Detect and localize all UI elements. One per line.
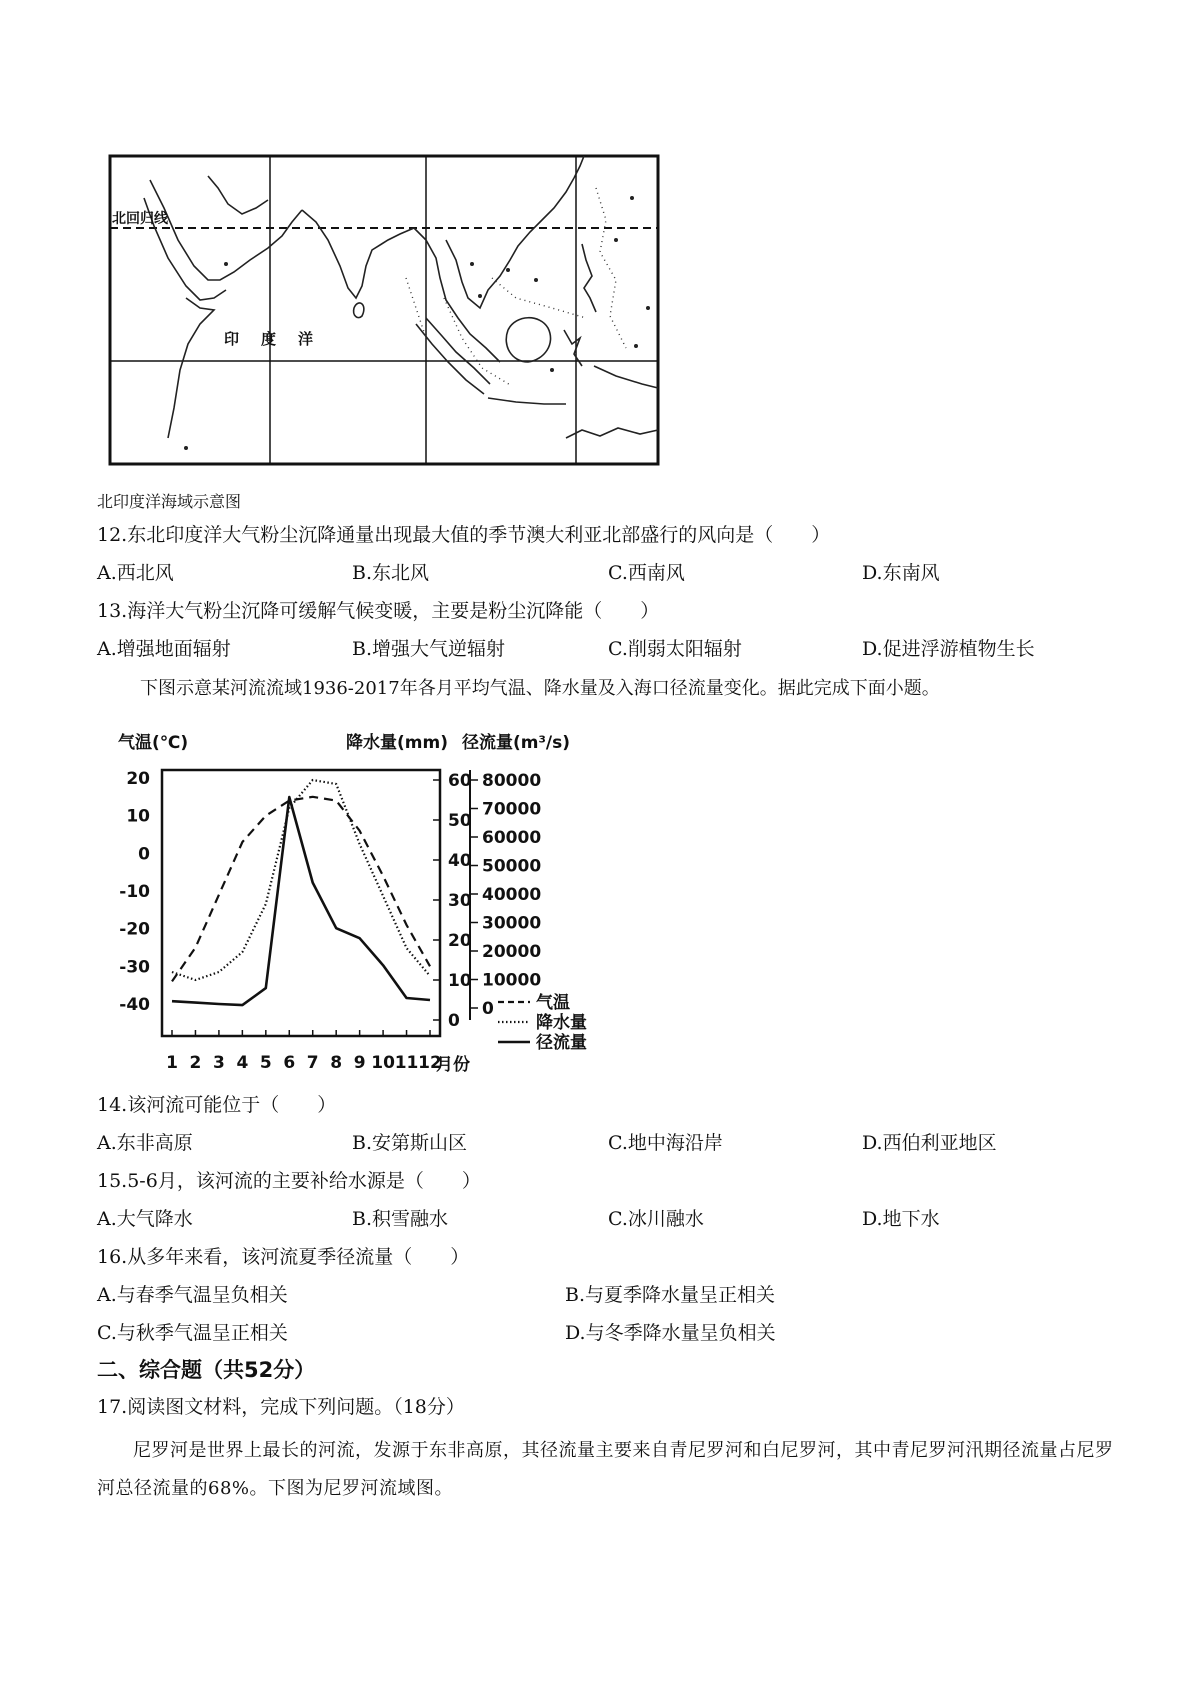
- q14-option-c[interactable]: C.地中海沿岸: [608, 1132, 723, 1154]
- temperature-tick-label: 20: [126, 769, 150, 789]
- section-2-heading: 二、综合题（共52分）: [97, 1358, 316, 1382]
- runoff-tick-label: 10000: [482, 970, 542, 991]
- x-tick-label: 9: [353, 1053, 366, 1073]
- question-15-stem: 15.5-6月，该河流的主要补给水源是（ ）: [97, 1170, 481, 1192]
- x-tick-label: 6: [283, 1053, 296, 1073]
- x-tick-label: 1: [166, 1053, 178, 1073]
- temperature-tick-label: -30: [119, 957, 150, 978]
- runoff-tick-label: 50000: [482, 856, 542, 877]
- runoff-tick-label: 80000: [482, 771, 542, 791]
- question-12-stem: 12.东北印度洋大气粉尘沉降通量出现最大值的季节澳大利亚北部盛行的风向是（ ）: [97, 524, 831, 546]
- q14-option-b[interactable]: B.安第斯山区: [352, 1132, 468, 1154]
- temperature-tick-label: -20: [119, 919, 150, 940]
- x-tick-label: 12: [418, 1053, 442, 1073]
- q16-option-c[interactable]: C.与秋季气温呈正相关: [97, 1322, 288, 1344]
- chart-legend: [498, 992, 587, 1053]
- precipitation-tick-label: 60: [448, 771, 472, 791]
- runoff-axis-title: 径流量(m³/s): [462, 733, 571, 753]
- temperature-tick-label: -40: [119, 995, 150, 1015]
- runoff-tick-label: 20000: [482, 942, 542, 962]
- map-caption: 北印度洋海域示意图: [97, 492, 242, 511]
- q12-option-c[interactable]: C.西南风: [608, 562, 685, 584]
- chart-intro: 下图示意某河流流域1936-2017年各月平均气温、降水量及入海口径流量变化。据此完成下面小题。: [140, 678, 940, 699]
- runoff-tick-label: 0: [482, 999, 494, 1019]
- legend-temperature-label: 气温: [536, 993, 570, 1013]
- climate-runoff-chart: [96, 728, 676, 1080]
- precipitation-tick-label: 10: [448, 971, 472, 991]
- q13-option-d[interactable]: D.促进浮游植物生长: [862, 638, 1035, 660]
- precipitation-tick-label: 20: [448, 931, 472, 951]
- series-precipitation-line: [172, 780, 430, 980]
- q15-option-a[interactable]: A.大气降水: [97, 1208, 193, 1230]
- plot-frame: [162, 770, 440, 1036]
- q12-option-b[interactable]: B.东北风: [352, 562, 430, 584]
- q13-option-b[interactable]: B.增强大气逆辐射: [352, 638, 506, 660]
- q15-option-c[interactable]: C.冰川融水: [608, 1208, 704, 1230]
- precipitation-tick-label: 50: [448, 811, 472, 831]
- q12-option-d[interactable]: D.东南风: [862, 562, 940, 584]
- question-17-material: 尼罗河是世界上最长的河流，发源于东非高原，其径流量主要来自青尼罗河和白尼罗河，其中青尼罗河汛期径流量占尼罗河总径流量的68%。下图为尼罗河流域图。: [97, 1440, 1114, 1499]
- runoff-tick-label: 60000: [482, 828, 542, 848]
- x-tick-label: 3: [212, 1053, 225, 1073]
- question-14-stem: 14.该河流可能位于（ ）: [97, 1094, 337, 1116]
- tropic-label: 北回归线: [112, 211, 168, 227]
- q12-option-a[interactable]: A.西北风: [97, 562, 174, 584]
- x-tick-label: 8: [330, 1053, 343, 1073]
- q14-option-a[interactable]: A.东非高原: [97, 1132, 193, 1154]
- precipitation-tick-label: 0: [448, 1011, 460, 1031]
- north-indian-ocean-map: [96, 148, 666, 471]
- runoff-tick-label: 30000: [482, 913, 542, 934]
- ocean-label: 印度洋: [224, 330, 336, 348]
- q16-option-a[interactable]: A.与春季气温呈负相关: [97, 1284, 288, 1306]
- temperature-axis-title: 气温(℃): [118, 733, 189, 753]
- temperature-tick-label: -10: [119, 882, 150, 902]
- question-16-stem: 16.从多年来看，该河流夏季径流量（ ）: [97, 1246, 470, 1268]
- legend-precipitation-label: 降水量: [536, 1013, 587, 1033]
- x-tick-label: 2: [189, 1053, 202, 1073]
- legend-runoff-label: 径流量: [536, 1033, 587, 1053]
- runoff-tick-label: 70000: [482, 799, 542, 820]
- x-tick-label: 5: [259, 1053, 272, 1073]
- q15-option-b[interactable]: B.积雪融水: [352, 1208, 449, 1230]
- temperature-tick-label: 0: [138, 844, 150, 865]
- precipitation-axis-title: 降水量(mm): [346, 733, 448, 753]
- precipitation-tick-label: 40: [448, 851, 472, 871]
- q14-option-d[interactable]: D.西伯利亚地区: [862, 1132, 997, 1154]
- temperature-tick-label: 10: [126, 806, 150, 827]
- x-tick-label: 10: [371, 1053, 395, 1073]
- q16-option-d[interactable]: D.与冬季降水量呈负相关: [565, 1322, 776, 1344]
- q13-option-c[interactable]: C.削弱太阳辐射: [608, 638, 742, 660]
- precipitation-tick-label: 30: [448, 891, 472, 911]
- question-17-stem: 17.阅读图文材料，完成下列问题。（18分）: [97, 1396, 465, 1418]
- question-13-stem: 13.海洋大气粉尘沉降可缓解气候变暖，主要是粉尘沉降能（ ）: [97, 600, 660, 622]
- runoff-tick-label: 40000: [482, 885, 542, 905]
- q15-option-d[interactable]: D.地下水: [862, 1208, 940, 1230]
- x-tick-label: 4: [236, 1053, 249, 1073]
- x-tick-label: 7: [306, 1053, 319, 1073]
- x-tick-label: 11: [394, 1053, 419, 1073]
- series-temperature-line: [172, 797, 430, 982]
- q13-option-a[interactable]: A.增强地面辐射: [97, 638, 231, 660]
- x-axis-label: 月份: [436, 1055, 470, 1075]
- q16-option-b[interactable]: B.与夏季降水量呈正相关: [565, 1284, 776, 1306]
